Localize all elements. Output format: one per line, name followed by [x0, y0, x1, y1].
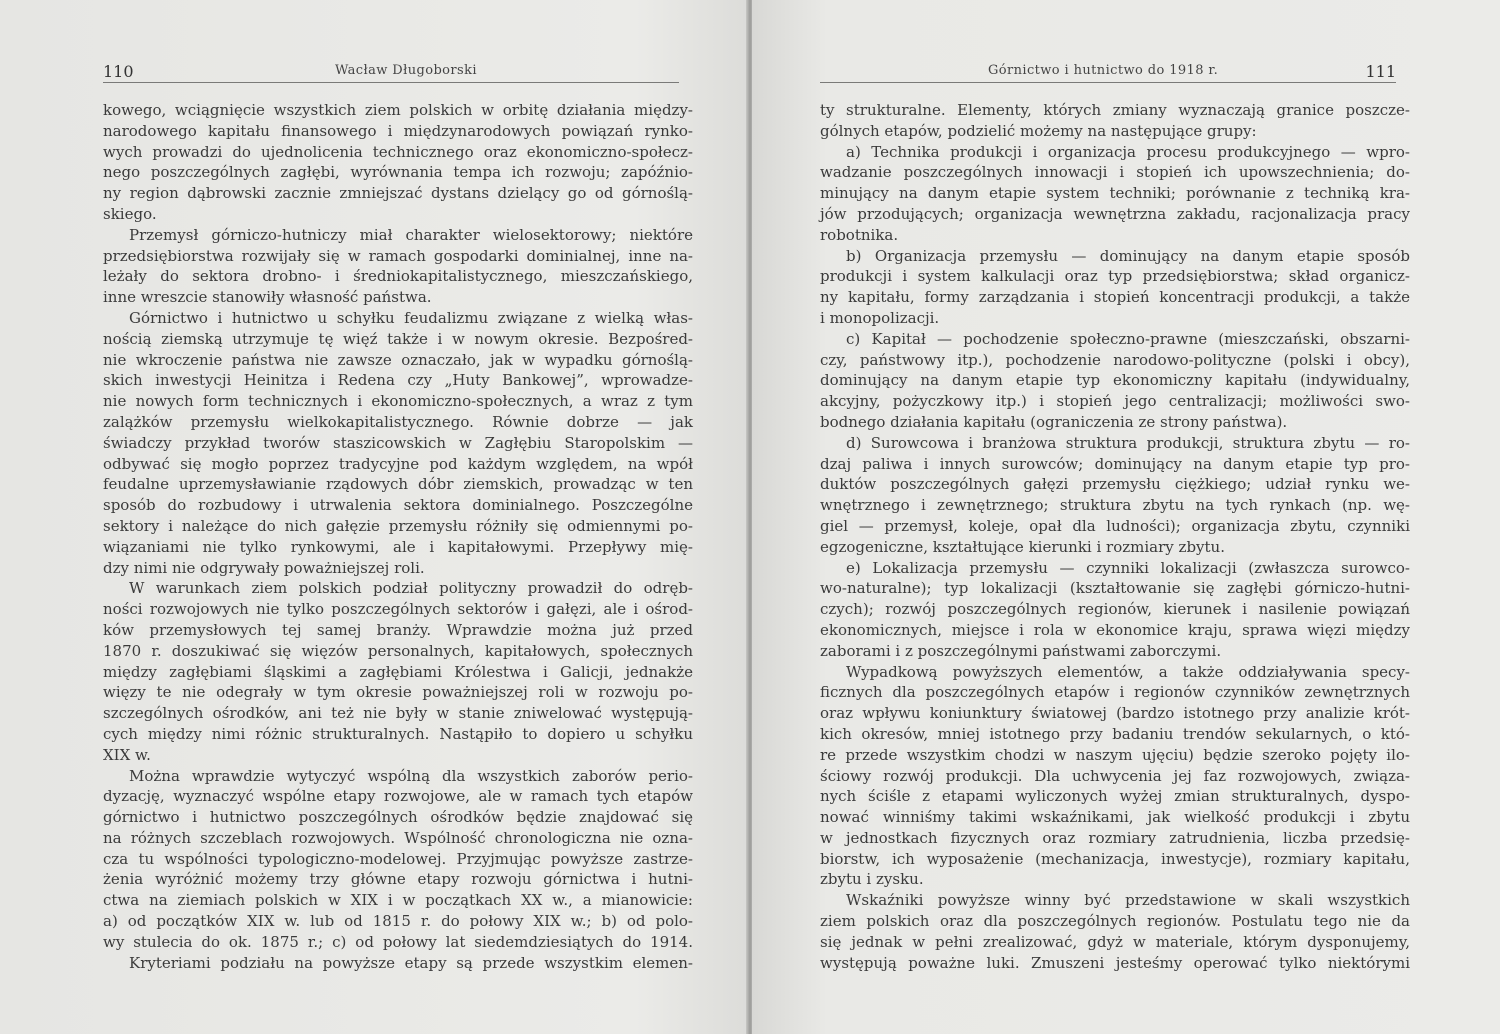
- text-line: c) Kapitał — pochodzenie społeczno-prawne (mieszczański, obszarni-: [846, 329, 1410, 348]
- text-line: XIX w.: [103, 745, 151, 764]
- text-line: giel — przemysł, koleje, opał dla ludności); organizacja zbytu, czynniki: [820, 516, 1410, 535]
- text-line: czych); rozwój poszczególnych regionów, kierunek i nasilenie powiązań: [820, 600, 1410, 619]
- text-line: akcyjny, pożyczkowy itp.) i stopień jego centralizacji; możliwości swo-: [820, 392, 1410, 411]
- text-line: produkcji i system kalkulacji oraz typ przedsiębiorstwa; skład organicz-: [820, 267, 1410, 286]
- text-line: nować winniśmy takimi wskaźnikami, jak wielkość produkcji i zbytu: [820, 808, 1410, 827]
- text-line: na różnych szczeblach rozwojowych. Wspólność chronologiczna nie ozna-: [103, 828, 693, 847]
- text-line: b) Organizacja przemysłu — dominujący na danym etapie sposób: [846, 246, 1410, 265]
- text-line: szczególnych ośrodków, ani też nie były w stanie zniwelować występują-: [103, 704, 693, 723]
- text-line: cza tu wspólności typologiczno-modelowej. Przyjmując powyższe zastrze-: [103, 849, 693, 868]
- text-line: ty strukturalne. Elementy, których zmiany wyznaczają granice poszcze-: [820, 101, 1410, 119]
- text-line: sposób do rozbudowy i utrwalenia sektora dominialnego. Poszczególne: [103, 496, 693, 515]
- text-line: ziem polskich oraz dla poszczególnych regionów. Postulatu tego nie da: [820, 912, 1410, 931]
- right-page-header: [820, 58, 1396, 83]
- text-line: Przemysł górniczo-hutniczy miał charakter wielosektorowy; niektóre: [129, 225, 693, 244]
- text-line: ficznych dla poszczególnych etapów i regionów czynników zewnętrznych: [820, 683, 1410, 702]
- text-line: w jednostkach fizycznych oraz rozmiary zatrudnienia, liczba przedsię-: [820, 828, 1410, 847]
- text-line: wiązaniami nie tylko rynkowymi, ale i kapitałowymi. Przepływy mię-: [103, 537, 693, 556]
- left-page-number: 110: [103, 62, 134, 81]
- text-line: Kryteriami podziału na powyższe etapy są przede wszystkim elemen-: [129, 953, 693, 972]
- text-line: ny region dąbrowski zacznie zmniejszać dystans dzielący go od górnoślą-: [103, 184, 693, 203]
- text-line: W warunkach ziem polskich podział polityczny prowadził do odręb-: [129, 579, 693, 598]
- text-line: narodowego kapitału finansowego i międzynarodowych powiązań rynko-: [103, 121, 693, 140]
- text-line: Wskaźniki powyższe winny być przedstawione w skali wszystkich: [846, 891, 1410, 910]
- text-line: biorstw, ich wyposażenie (mechanizacja, inwestycje), rozmiary kapitału,: [820, 849, 1410, 868]
- text-line: skich inwestycji Heinitza i Redena czy „Huty Bankowej”, wprowadze-: [103, 371, 693, 390]
- text-line: zalążków przemysłu wielkokapitalistycznego. Równie dobrze — jak: [103, 412, 693, 431]
- text-line: ków przemysłowych tej samej branży. Wprawdzie można już przed: [103, 620, 693, 639]
- text-line: egzogeniczne, kształtujące kierunki i rozmiary zbytu.: [820, 537, 1225, 556]
- text-line: ctwa na ziemiach polskich w XIX i w początkach XX w., a mianowicie:: [103, 891, 693, 910]
- text-line: dominujący na danym etapie typ ekonomiczny kapitału (indywidualny,: [820, 371, 1410, 390]
- text-line: 1870 r. doszukiwać się więzów personalnych, kapitałowych, społecznych: [103, 641, 693, 660]
- text-line: się jednak w pełni zrealizować, gdyż w materiale, którym dysponujemy,: [820, 932, 1410, 951]
- text-line: ności rozwojowych nie tylko poszczególnych sektorów i gałęzi, ale i ośrod-: [103, 600, 693, 619]
- text-line: dzy nimi nie odgrywały poważniejszej roli.: [103, 558, 425, 577]
- text-line: minujący na danym etapie system techniki; porównanie z techniką kra-: [820, 184, 1410, 203]
- right-page-number: 111: [1365, 62, 1396, 81]
- text-line: kowego, wciągnięcie wszystkich ziem polskich w orbitę działania między-: [103, 101, 693, 119]
- text-line: i monopolizacji.: [820, 308, 940, 327]
- text-line: feudalne uprzemysławianie rządowych dóbr ziemskich, prowadząc w ten: [103, 475, 693, 494]
- text-line: nością ziemską utrzymuje tę więź także i w nowym okresie. Bezpośred-: [103, 329, 693, 348]
- text-line: wo-naturalne); typ lokalizacji (kształtowanie się zagłębi górniczo-hutni-: [820, 579, 1410, 598]
- text-line: inne wreszcie stanowiły własność państwa.: [103, 288, 432, 307]
- text-line: cych między nimi różnic strukturalnych. Nastąpiło to dopiero u schyłku: [103, 724, 693, 743]
- text-line: gólnych etapów, podzielić możemy na następujące grupy:: [820, 121, 1257, 140]
- right-page-text: [820, 100, 1410, 973]
- text-line: wadzanie poszczególnych innowacji i stopień ich upowszechnienia; do-: [820, 163, 1410, 182]
- text-line: zaborami i z poszczególnymi państwami zaborczymi.: [820, 641, 1222, 660]
- text-line: Wypadkową powyższych elementów, a także oddziaływania specy-: [846, 662, 1410, 681]
- text-line: nego poszczególnych zagłębi, wyrównania tempa ich rozwoju; zapóźnio-: [103, 163, 693, 182]
- text-line: duktów poszczególnych gałęzi przemysłu ciężkiego; udział rynku we-: [820, 475, 1410, 494]
- text-line: zbytu i zysku.: [820, 870, 924, 889]
- text-line: leżały do sektora drobno- i średniokapitalistycznego, mieszczańskiego,: [103, 267, 693, 286]
- text-line: robotnika.: [820, 225, 899, 244]
- left-page-text: [103, 100, 693, 973]
- left-page: [0, 0, 748, 1034]
- left-running-head: Wacław Długoborski: [335, 63, 477, 78]
- right-page: [752, 0, 1500, 1034]
- text-line: nie nowych form technicznych i ekonomiczno-społecznych, a wraz z tym: [103, 392, 693, 411]
- text-line: skiego.: [103, 204, 157, 223]
- text-line: nych ściśle z etapami wyliczonych wyżej zmian strukturalnych, dyspo-: [820, 787, 1410, 806]
- text-line: Można wprawdzie wytyczyć wspólną dla wszystkich zaborów perio-: [129, 766, 693, 785]
- text-line: więzy te nie odegrały w tym okresie poważniejszej roli w rozwoju po-: [103, 683, 693, 702]
- text-line: a) Technika produkcji i organizacja procesu produkcyjnego — wpro-: [846, 142, 1410, 161]
- text-line: bodnego działania kapitału (ograniczenia ze strony państwa).: [820, 412, 1288, 431]
- text-line: dyzację, wyznaczyć wspólne etapy rozwojowe, ale w ramach tych etapów: [103, 787, 693, 806]
- text-line: czy, państwowy itp.), pochodzenie narodowo-polityczne (polski i obcy),: [820, 350, 1410, 369]
- text-line: ekonomicznych, miejsce i rola w ekonomice kraju, sprawa więzi między: [820, 620, 1410, 639]
- text-line: Górnictwo i hutnictwo u schyłku feudalizmu związane z wielką włas-: [129, 308, 693, 327]
- text-line: ny kapitału, formy zarządzania i stopień koncentracji produkcji, a także: [820, 288, 1410, 307]
- text-line: odbywać się mogło poprzez tradycyjne pod każdym względem, na wpół: [103, 454, 693, 473]
- text-line: między zagłębiami śląskimi a zagłębiami Królestwa i Galicji, jednakże: [103, 662, 693, 681]
- text-line: kich okresów, mniej istotnego przy badaniu trendów sekularnych, o któ-: [820, 724, 1410, 743]
- text-line: nie wkroczenie państwa nie zawsze oznaczało, jak w wypadku górnoślą-: [103, 350, 693, 369]
- left-page-header: [103, 58, 679, 83]
- text-line: wych prowadzi do ujednolicenia technicznego oraz ekonomiczno-społecz-: [103, 142, 693, 161]
- text-line: a) od początków XIX w. lub od 1815 r. do połowy XIX w.; b) od polo-: [103, 912, 693, 931]
- text-line: świadczy przykład tworów staszicowskich w Zagłębiu Staropolskim —: [103, 433, 693, 452]
- text-line: wy stulecia do ok. 1875 r.; c) od połowy lat siedemdziesiątych do 1914.: [103, 932, 693, 951]
- text-line: jów przodujących; organizacja wewnętrzna zakładu, racjonalizacja pracy: [820, 204, 1410, 223]
- text-line: górnictwo i hutnictwo poszczególnych ośrodków będzie znajdować się: [103, 808, 693, 827]
- text-line: ściowy rozwój produkcji. Dla uchwycenia jej faz rozwojowych, związa-: [820, 766, 1410, 785]
- text-line: żenia wyróżnić możemy trzy główne etapy rozwoju górnictwa i hutni-: [103, 870, 693, 889]
- text-line: sektory i należące do nich gałęzie przemysłu różniły się odmiennymi po-: [103, 516, 693, 535]
- text-line: występują poważne luki. Zmuszeni jesteśmy operować tylko niektórymi: [820, 953, 1410, 972]
- right-running-head: Górnictwo i hutnictwo do 1918 r.: [988, 63, 1219, 78]
- text-line: oraz wpływu koniunktury światowej (bardzo istotnego przy analizie krót-: [820, 704, 1410, 723]
- text-line: wnętrznego i zewnętrznego; struktura zbytu na tych rynkach (np. wę-: [820, 496, 1410, 515]
- text-line: e) Lokalizacja przemysłu — czynniki lokalizacji (zwłaszcza surowco-: [846, 558, 1410, 577]
- text-line: dzaj paliwa i innych surowców; dominujący na danym etapie typ pro-: [820, 454, 1410, 473]
- text-line: d) Surowcowa i branżowa struktura produkcji, struktura zbytu — ro-: [846, 433, 1410, 452]
- text-line: re przede wszystkim chodzi w naszym ujęciu) będzie szeroko pojęty ilo-: [820, 745, 1410, 764]
- text-line: przedsiębiorstwa rozwijały się w ramach gospodarki dominialnej, inne na-: [103, 246, 693, 265]
